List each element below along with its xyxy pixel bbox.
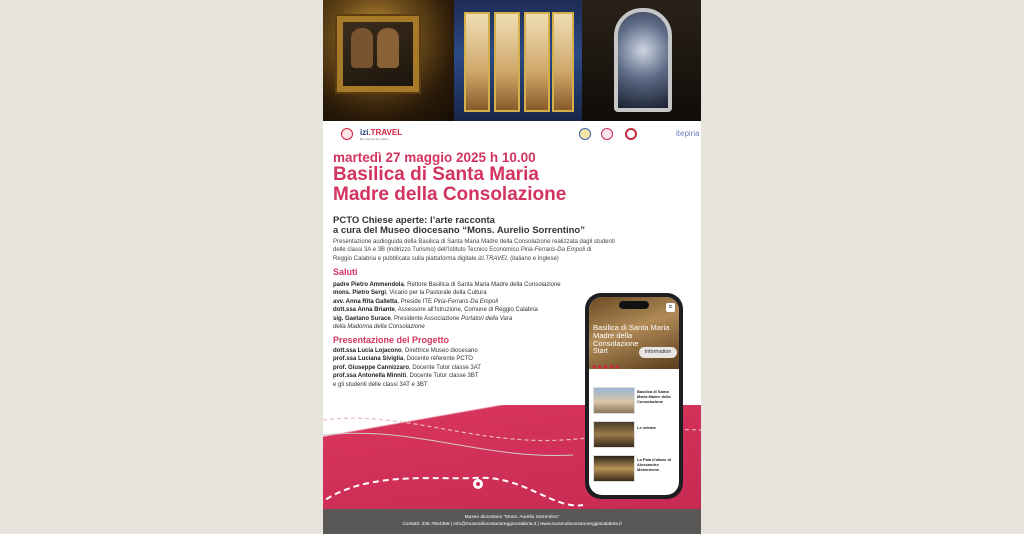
izi-travel-logo: izi.TRAVEL [360,128,403,137]
list-item: prof.ssa Luciana Siviglia, Docente referente PCTO [333,356,473,363]
stop-thumbnail[interactable] [593,455,635,482]
photo-altar-icon [582,0,701,121]
phone-mockup [585,293,683,499]
list-item: mons. Pietro Sergi, Vicario per la Pastorale della Cultura [333,290,487,297]
stop-thumbnail[interactable] [593,421,635,448]
photo-stained-glass [454,0,582,121]
app-tour-title: Basilica di Santa Maria Madre della Consolazione [593,323,670,348]
footer [323,509,701,534]
start-button[interactable]: Start [593,348,608,355]
list-item: avv. Anna Rita Galletta, Preside ITE Piria-Ferraris-Da Empoli [333,298,499,305]
event-description: Presentazione audioguida della Basilica di Santa Maria Madre della Consolazione realizzata dagli studenti delle classi 3A e 3B (indirizzo Turismo) dell’Istituto Tecnico Economico Piria-Ferraris-Da Empoli di Reggio Calabria e pubblicata sulla piattaforma digitale izi.TRAVEL (italiano e inglese) [333,239,615,262]
stop-label[interactable]: Le vetrate [637,425,656,430]
list-item: prof.ssa Antonella Minniti, Docente Tutor classe 3BT [333,373,479,380]
rating-stars-icon: ★★★★★ [591,364,620,371]
hero-photos [323,0,701,121]
logo-bar [323,124,701,144]
saluti-list [333,281,603,331]
list-item: e gli studenti delle classi 3AT e 3BT [333,381,428,388]
itepiria-logo: itepiria [676,129,700,138]
list-item: sig. Gaetano Surace, Presidente Associazione Portatori della Vara [333,315,513,322]
progetto-heading: Presentazione del Progetto [333,335,450,345]
list-item: della Madonna della Consolazione [333,324,425,331]
list-item: dott.ssa Lucia Lojacono, Direttrice Museo diocesano [333,348,478,354]
event-title: Basilica di Santa Maria Madre della Consolazione [333,164,567,205]
saluti-heading: Saluti [333,267,358,277]
izi-tagline: Be inspired by culture [360,137,389,141]
footer-contacts: Contatti: 338.7554386 | info@museodiocesanoreggiocalabria.it | www.museodiocesanoreggiocalabria.it [402,522,622,527]
crest-logo-icon [579,128,591,140]
photo-painting [323,0,454,121]
stop-label[interactable]: Basilica di Santa Maria Madre della Consolazione [637,389,671,404]
list-item: padre Pietro Ammendola, Rettore Basilica di Santa Maria Madre della Consolazione [333,282,561,288]
footer-museum: Museo diocesano “Mons. Aurelio Sorrentino” [464,515,560,520]
list-item: prof. Giuseppe Cannizzaro, Docente Tutor classe 3AT [333,364,481,371]
izi-app-icon: iz [666,303,675,312]
phone-notch [619,301,649,309]
information-button[interactable]: Information [639,347,677,358]
museum-logo-icon [601,128,613,140]
stop-thumbnail[interactable] [593,387,635,414]
progetto-list [333,347,603,389]
association-logo-icon [625,128,637,140]
pcto-heading: PCTO Chiese aperte: l’arte racconta a cura del Museo diocesano “Mons. Aurelio Sorrentino” [333,215,585,236]
phone-screen [589,297,679,495]
list-item: dott.ssa Anna Briante, Assessore all’Istruzione, Comune di Reggio Calabria [333,307,538,314]
stop-label[interactable]: La Pala d’altare di Alessandro Monteleone [637,457,672,472]
event-date: martedì 27 maggio 2025 h 10.00 [333,150,536,165]
diocese-logo-icon [341,128,353,140]
